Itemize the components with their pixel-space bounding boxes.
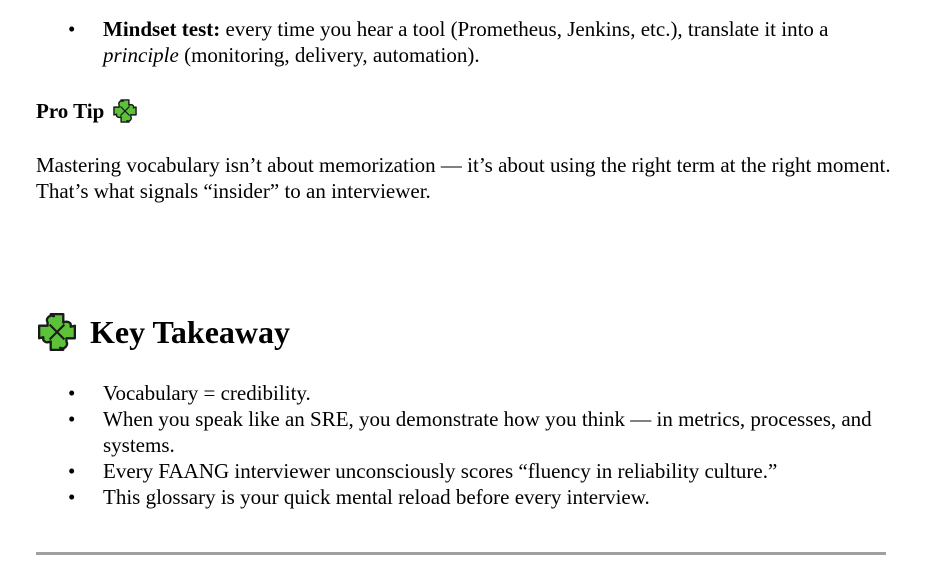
list-item xyxy=(0,16,932,68)
bullet-dot: • xyxy=(68,381,76,405)
takeaway-list xyxy=(0,380,932,510)
bullet-dot: • xyxy=(68,407,76,431)
takeaway-text: This glossary is your quick mental reload before every interview. xyxy=(103,485,650,509)
key-takeaway-title: Key Takeaway xyxy=(90,314,291,350)
list-item xyxy=(0,484,932,510)
mindset-list xyxy=(0,16,932,68)
horizontal-divider xyxy=(36,552,886,555)
takeaway-text: Every FAANG interviewer unconsciously scores “fluency in reliability culture.” xyxy=(103,459,778,483)
bullet-dot: • xyxy=(68,459,76,483)
takeaway-text: When you speak like an SRE, you demonstrate how you think — in metrics, processes, and systems. xyxy=(103,407,872,457)
takeaway-text: Vocabulary = credibility. xyxy=(103,381,311,405)
mindset-text-before: every time you hear a tool (Prometheus, Jenkins, etc.), translate it into a xyxy=(220,17,829,41)
paragraph-line-2: That’s what signals “insider” to an interviewer. xyxy=(36,179,431,203)
pro-tip-label: Pro Tip xyxy=(36,99,105,123)
mindset-text-after: (monitoring, delivery, automation). xyxy=(178,43,480,67)
list-item xyxy=(0,406,932,458)
pro-tip-paragraph xyxy=(36,152,896,204)
bullet-dot: • xyxy=(68,17,76,41)
list-item xyxy=(0,458,932,484)
puzzle-cross-icon xyxy=(112,98,138,124)
key-takeaway-heading xyxy=(36,310,290,354)
mindset-label: Mindset test: xyxy=(103,17,221,41)
pro-tip-heading xyxy=(36,97,138,125)
bullet-dot: • xyxy=(68,485,76,509)
mindset-italic-word: principle xyxy=(103,43,179,67)
list-item xyxy=(0,380,932,406)
paragraph-line-1: Mastering vocabulary isn’t about memorization — it’s about using the right term at the right moment. xyxy=(36,153,891,177)
puzzle-cross-icon xyxy=(36,311,78,353)
